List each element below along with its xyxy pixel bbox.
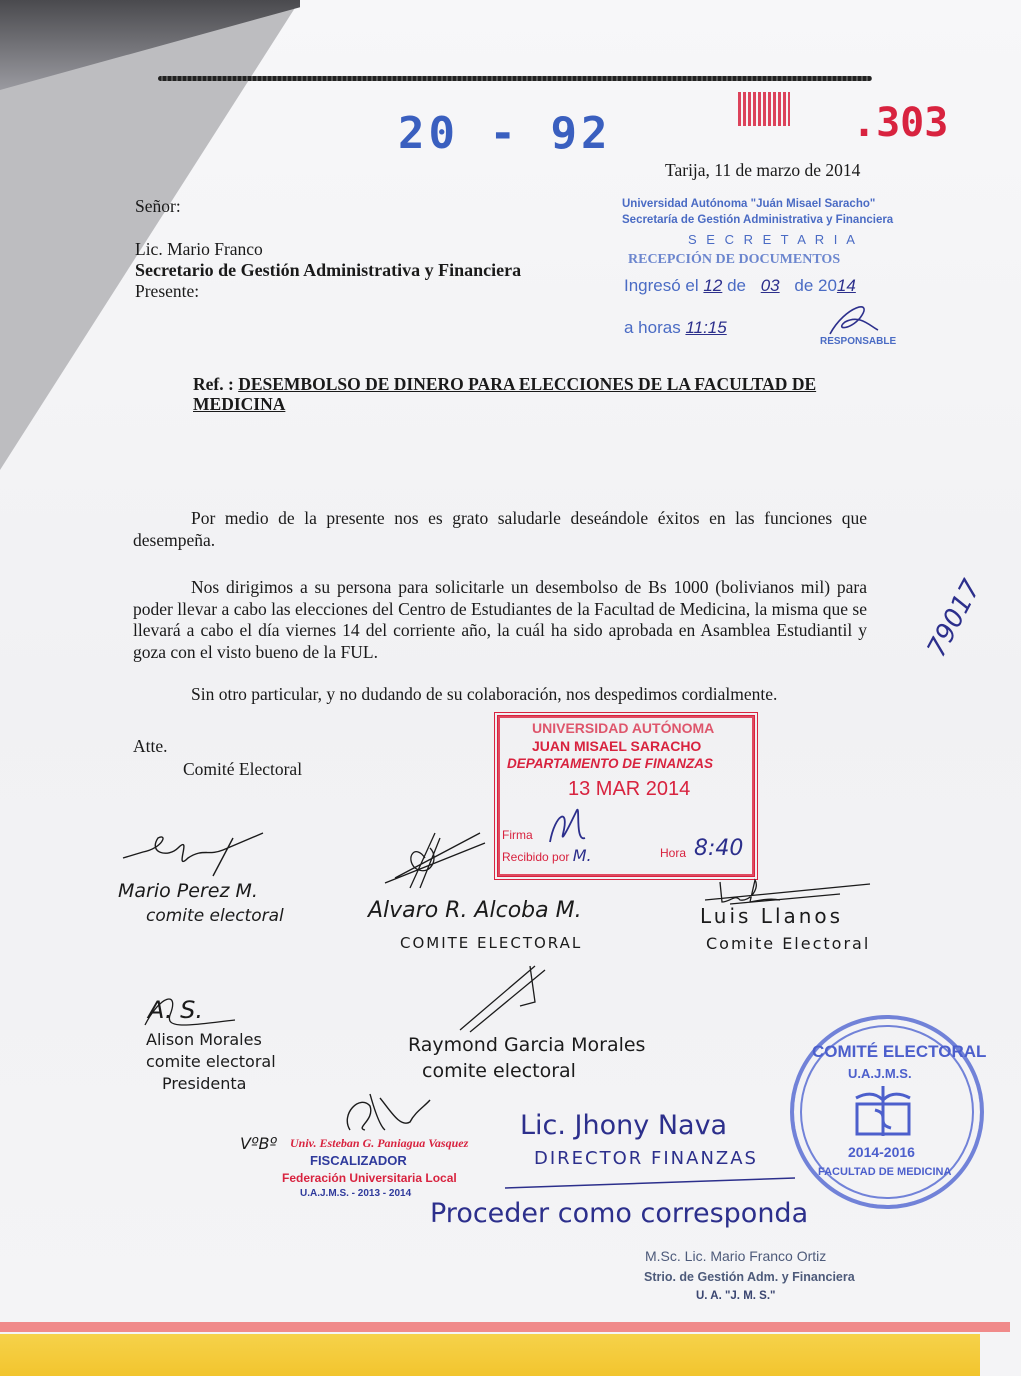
sender: Comité Electoral (183, 759, 303, 779)
signature-mario-perez-icon (118, 828, 278, 878)
signature-alvaro-alcoba-icon (380, 828, 490, 888)
reception-stamp-line1: Universidad Autónoma "Juán Misael Saracho" (622, 198, 876, 210)
hora-value: 11:15 (685, 318, 727, 337)
signer-2-name: Alvaro R. Alcoba M. (368, 898, 582, 923)
finance-stamp-line1: UNIVERSIDAD AUTÓNOMA (532, 720, 715, 736)
fiscalizador-title: FISCALIZADOR (310, 1153, 407, 1168)
recibido-label: Recibido por (502, 850, 570, 864)
red-serial-number: .303 (852, 100, 949, 146)
signer-2-role: COMITE ELECTORAL (400, 934, 583, 952)
seal-years: 2014-2016 (848, 1144, 915, 1160)
director-instruction: Proceder como corresponda (430, 1198, 809, 1229)
fiscalizador-line3: Federación Universitaria Local (282, 1171, 457, 1185)
recibido-value: M. (572, 846, 592, 865)
recipient-name: Lic. Mario Franco (135, 239, 263, 259)
signer-4-name: Alison Morales (146, 1030, 262, 1049)
reception-stamp-line2: Secretaría de Gestión Administrativa y Financiera (622, 214, 894, 226)
closing: Atte. (133, 736, 168, 756)
secretary-name: M.Sc. Lic. Mario Franco Ortiz (645, 1248, 827, 1264)
finance-hora-label: Hora (660, 846, 687, 860)
place-date: Tarija, 11 de marzo de 2014 (665, 160, 861, 180)
caduceus-book-icon (851, 1086, 915, 1138)
seal-inner-text: U.A.J.M.S. (848, 1066, 912, 1081)
ingreso-de1: de (727, 276, 746, 295)
ingreso-de2: de 20 (794, 276, 837, 295)
signature-fiscalizador-icon (330, 1092, 440, 1132)
reception-hour-row (624, 318, 727, 338)
fiscalizador-name: Univ. Esteban G. Paniagua Vasquez (290, 1136, 469, 1150)
responsable-signature-icon (820, 298, 880, 338)
reference-label: Ref. : (193, 374, 234, 394)
recipient-title: Secretario de Gestión Administrativa y Financiera (135, 260, 522, 280)
signer-1-name: Mario Perez M. (118, 880, 258, 902)
hora-label: a horas (624, 318, 681, 337)
seal-top-text: COMITÉ ELECTORAL (812, 1042, 987, 1061)
reception-stamp-line4: RECEPCIÓN DE DOCUMENTOS (628, 252, 841, 267)
ingreso-label: Ingresó el (624, 276, 699, 295)
registry-number: 20 - 92 (398, 108, 612, 159)
director-title: DIRECTOR FINANZAS (534, 1148, 758, 1169)
director-annotation-strokes-icon (500, 1176, 800, 1190)
signer-4-role: comite electoral (146, 1052, 276, 1071)
seal-bottom-text: FACULTAD DE MEDICINA (818, 1166, 952, 1178)
red-barcode-mark (738, 92, 790, 126)
signature-raymond-garcia-icon (440, 962, 560, 1032)
ingreso-day: 12 (703, 276, 723, 295)
recibido-row (502, 846, 592, 865)
margin-note: 79017 (921, 574, 988, 663)
finance-stamp-line3: DEPARTAMENTO DE FINANZAS (507, 756, 714, 771)
bottom-yellow-stripe (0, 1334, 980, 1376)
director-name: Lic. Jhony Nava (520, 1110, 728, 1141)
firma-signature-icon (545, 806, 595, 846)
recipient-closing: Presente: (135, 281, 200, 301)
firma-label: Firma (502, 828, 533, 842)
reception-date-row (624, 276, 856, 296)
finance-hora-value: 8:40 (694, 836, 744, 861)
ingreso-month: 03 (760, 276, 780, 295)
signature-alison-morales-icon (140, 995, 240, 1031)
signer-5-name: Raymond Garcia Morales (408, 1034, 646, 1056)
signer-4-role2: Presidenta (162, 1074, 247, 1093)
body-paragraph-2: Nos dirigimos a su persona para solicitarle un desembolso de Bs 1000 (bolivianos mil) para poder llevar a cabo las elecciones del Centro de Estudiantes de la Facultad de Medicina, la misma que se llevará a cabo el día viernes 14 del corriente año, la cuál ha sido aprobada en Asamblea Estudiantil y goza con el visto bueno de la FUL. (133, 577, 867, 662)
vobo-mark: VºBº (240, 1134, 277, 1153)
salutation: Señor: (135, 196, 181, 216)
ingreso-year: 14 (836, 276, 856, 295)
finance-stamp-date: 13 MAR 2014 (568, 778, 691, 800)
responsable-label: RESPONSABLE (820, 336, 897, 347)
reference-subject (193, 374, 873, 414)
bottom-red-stripe (0, 1322, 1010, 1332)
secretary-title: Strio. de Gestión Adm. y Financiera (644, 1270, 855, 1284)
body-paragraph-3: Sin otro particular, y no dudando de su colaboración, nos despedimos cordialmente. (191, 684, 778, 704)
signer-1-role: comite electoral (146, 906, 284, 926)
finance-stamp-line2: JUAN MISAEL SARACHO (532, 738, 702, 754)
signer-5-role: comite electoral (422, 1060, 576, 1082)
signer-3-name: Luis Llanos (700, 904, 844, 928)
reception-stamp-line3: S E C R E T A R I A (688, 232, 858, 247)
secretary-university: U. A. "J. M. S." (696, 1290, 776, 1302)
signer-3-role: Comite Electoral (706, 934, 871, 953)
body-paragraph-1: Por medio de la presente nos es grato saludarle deseándole éxitos en las funciones que desempeña. (133, 508, 867, 550)
reference-text: DESEMBOLSO DE DINERO PARA ELECCIONES DE LA FACULTAD DE MEDICINA (193, 374, 817, 414)
top-rule-line (158, 76, 872, 81)
fiscalizador-line4: U.A.J.M.S. - 2013 - 2014 (300, 1188, 412, 1199)
signature-luis-llanos-icon (700, 880, 880, 906)
signer-4-initial: A. S. (148, 996, 203, 1024)
